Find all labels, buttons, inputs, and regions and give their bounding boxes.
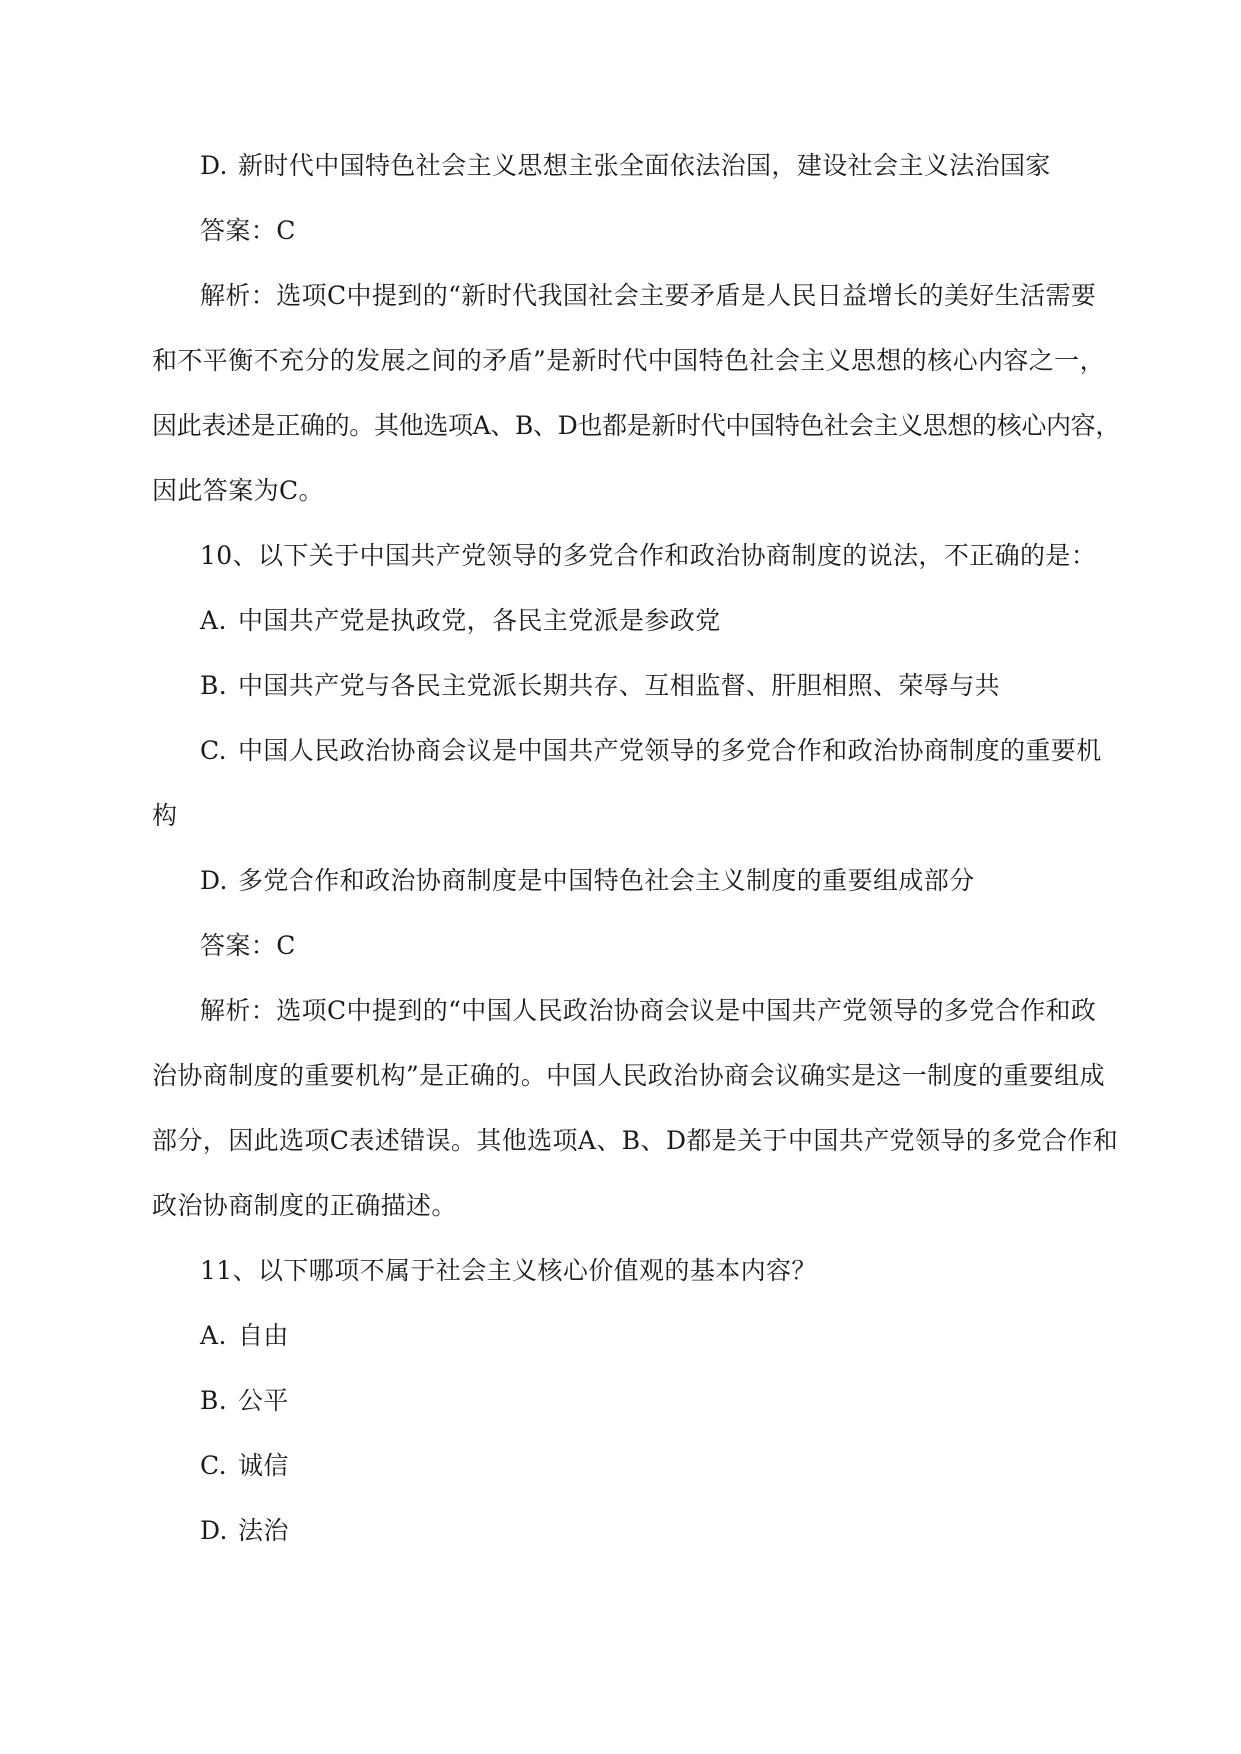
q9-explanation-line: 和不平衡不充分的发展之间的矛盾”是新时代中国特色社会主义思想的核心内容之一， — [152, 346, 1105, 375]
q10-explanation-line: 治协商制度的重要机构”是正确的。中国人民政治协商会议确实是这一制度的重要组成 — [152, 1061, 1105, 1090]
q11-option-b — [200, 1385, 289, 1417]
option-letter: D. — [200, 1516, 228, 1545]
option-letter: B. — [200, 671, 228, 700]
q9-explanation-line: 因此答案为C。 — [152, 476, 324, 505]
q11-option-c — [200, 1450, 289, 1482]
q10-explanation-line: 政治协商制度的正确描述。 — [152, 1191, 457, 1220]
option-text: 自由 — [238, 1321, 289, 1350]
q9-explanation-line: 因此表述是正确的。其他选项A、B、D也都是新时代中国特色社会主义思想的核心内容， — [152, 411, 1120, 440]
option-text: 中国共产党是执政党，各民主党派是参政党 — [238, 606, 721, 635]
option-text: 中国人民政治协商会议是中国共产党领导的多党合作和政治协商制度的重要机 — [238, 736, 1102, 765]
q10-explanation-line: 部分，因此选项C表述错误。其他选项A、B、D都是关于中国共产党领导的多党合作和 — [152, 1126, 1119, 1155]
q9-answer: 答案：C — [200, 216, 296, 245]
q10-option-a — [200, 605, 721, 637]
q11-option-a — [200, 1320, 289, 1352]
option-letter: A. — [200, 1321, 227, 1350]
option-letter: C. — [200, 1451, 227, 1480]
option-text: 新时代中国特色社会主义思想主张全面依法治国，建设社会主义法治国家 — [238, 151, 1051, 180]
option-text: 公平 — [238, 1386, 289, 1415]
q10-option-c-continuation: 构 — [152, 801, 178, 830]
q9-explanation-line: 解析：选项C中提到的“新时代我国社会主要矛盾是人民日益增长的美好生活需要 — [200, 281, 1097, 310]
q9-option-d — [200, 150, 1051, 182]
q10-option-c — [200, 735, 1102, 767]
q10-option-b — [200, 670, 1000, 702]
option-text: 多党合作和政治协商制度是中国特色社会主义制度的重要组成部分 — [238, 866, 975, 895]
q10-option-d — [200, 865, 975, 897]
q10-question: 10、以下关于中国共产党领导的多党合作和政治协商制度的说法，不正确的是： — [200, 541, 1097, 570]
option-letter: B. — [200, 1386, 228, 1415]
option-letter: D. — [200, 866, 228, 895]
option-letter: C. — [200, 736, 227, 765]
q11-option-d — [200, 1515, 289, 1547]
option-text: 诚信 — [238, 1451, 289, 1480]
option-letter: D. — [200, 151, 228, 180]
option-text: 中国共产党与各民主党派长期共存、互相监督、肝胆相照、荣辱与共 — [238, 671, 1001, 700]
q10-answer: 答案：C — [200, 931, 296, 960]
option-letter: A. — [200, 606, 227, 635]
q10-explanation-line: 解析：选项C中提到的“中国人民政治协商会议是中国共产党领导的多党合作和政 — [200, 996, 1097, 1025]
option-text: 法治 — [238, 1516, 289, 1545]
q11-question: 11、以下哪项不属于社会主义核心价值观的基本内容？ — [200, 1256, 817, 1285]
